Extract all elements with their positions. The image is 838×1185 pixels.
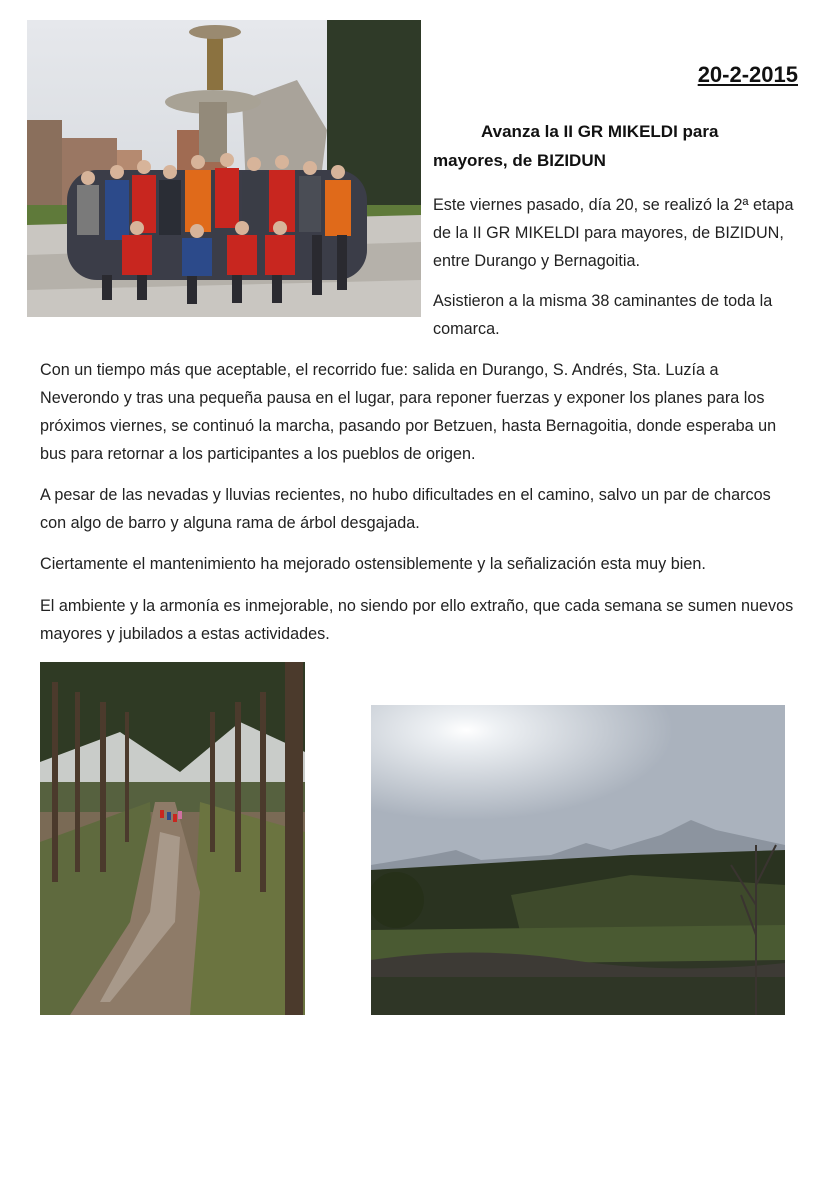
article-date: 20-2-2015 — [697, 62, 798, 87]
article-title — [433, 117, 793, 175]
paragraph-1: Este viernes pasado, día 20, se realizó la 2ª etapa de la II GR MIKELDI para mayores, de BIZIDUN, entre Durango y Bernagoitia. — [433, 196, 794, 270]
article-title-text: Avanza la II GR MIKELDI para mayores, de BIZIDUN — [433, 122, 719, 170]
paragraph-6: El ambiente y la armonía es inmejorable, no siendo por ello extraño, que cada semana se sumen nuevos mayores y jubilados a estas actividades. — [40, 597, 794, 643]
paragraph-5: Ciertamente el mantenimiento ha mejorado ostensiblemente y la señalización esta muy bien. — [40, 555, 706, 573]
paragraph-4: A pesar de las nevadas y lluvias recientes, no hubo dificultades en el camino, salvo un par de charcos con algo de barro y alguna rama de árbol desgajada. — [40, 486, 771, 532]
forest-trail-photo — [40, 662, 305, 1015]
paragraph-3: Con un tiempo más que aceptable, el recorrido fue: salida en Durango, S. Andrés, Sta. Luzía a Neverondo y tras una pequeña pausa en el lugar, para reponer fuerzas y exponer los planes para los próximos viernes, se continuó la marcha, pasando por Betzuen, hasta Bernagoitia, donde esperaba un bus para retornar a los participantes a los pueblos de origen. — [40, 361, 777, 463]
landscape-photo — [371, 705, 785, 1015]
group-photo — [27, 20, 421, 317]
paragraph-2: Asistieron a la misma 38 caminantes de toda la comarca. — [433, 292, 773, 338]
